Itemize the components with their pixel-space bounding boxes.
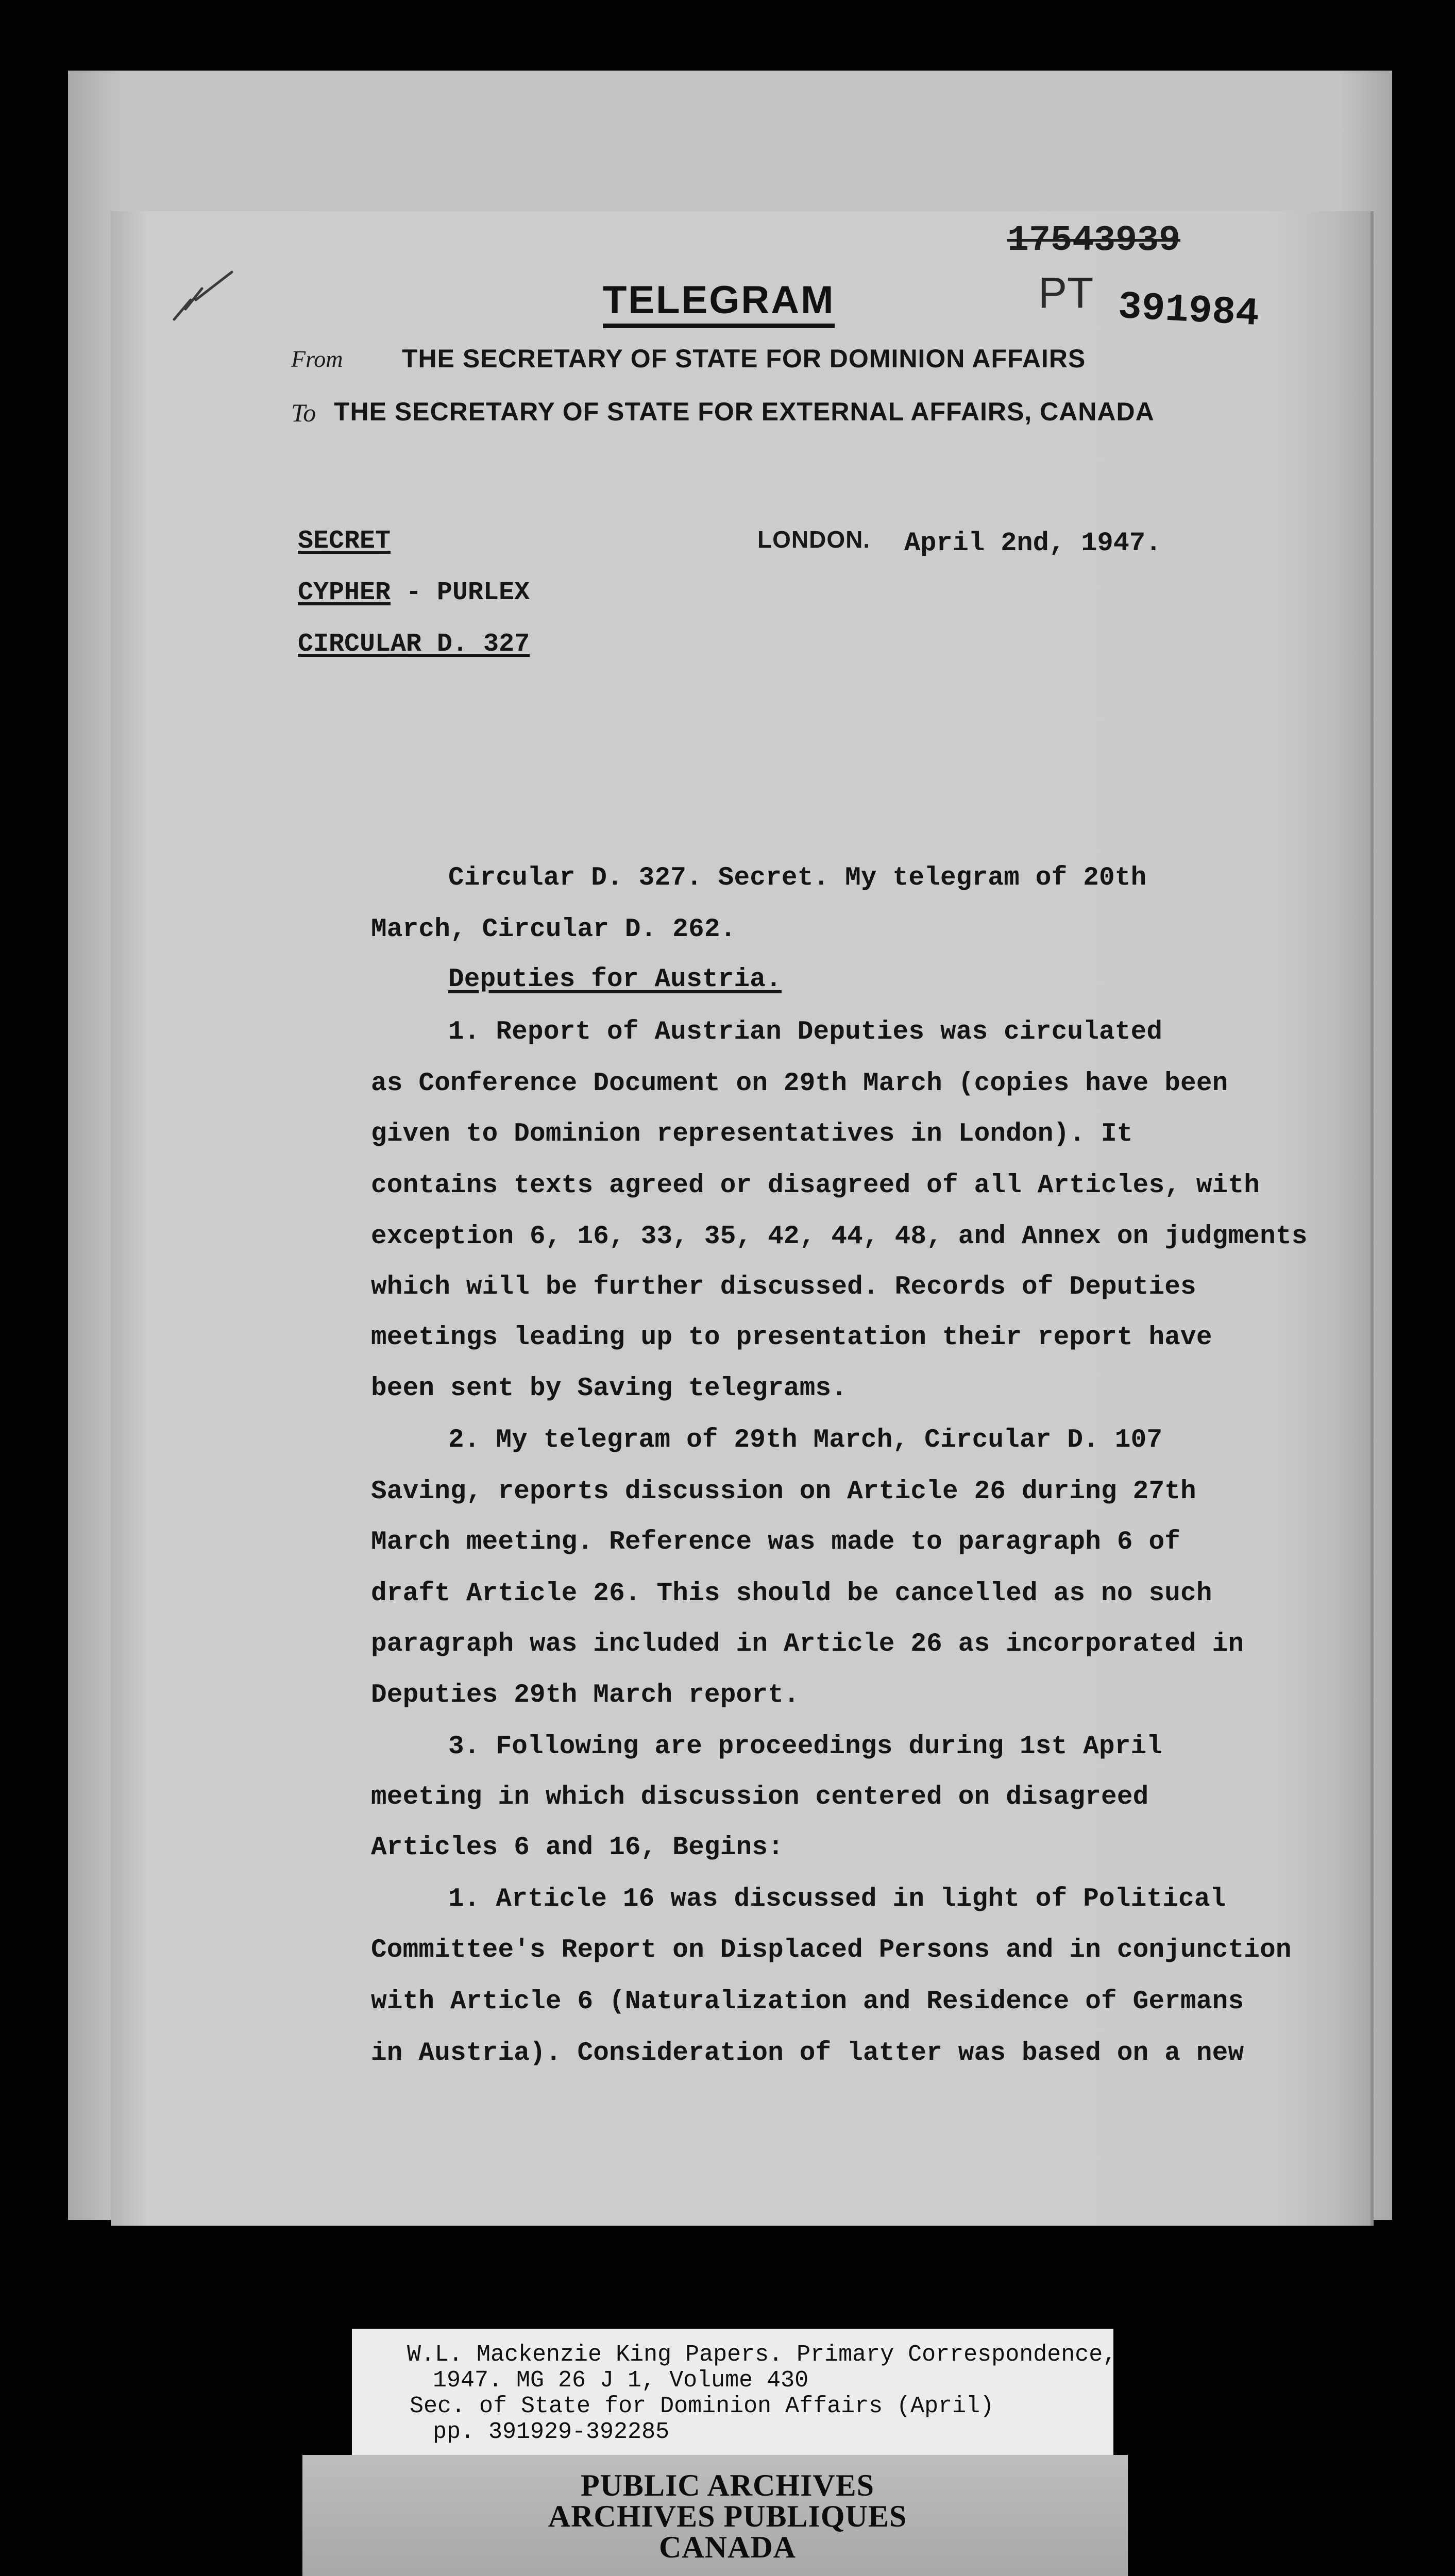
circular-label: CIRCULAR D. 327 — [298, 630, 530, 659]
telegram-sheet — [111, 211, 1371, 2226]
body-line: in Austria). Consideration of latter was based on a new — [371, 2039, 1244, 2068]
archive-stamp-line: CANADA — [659, 2530, 796, 2564]
date-label: April 2nd, 1947. — [904, 528, 1162, 558]
classification-label: SECRET — [298, 527, 391, 556]
archive-label-line: pp. 391929-392285 — [433, 2419, 670, 2445]
body-line: 1. Article 16 was discussed in light of Political — [448, 1885, 1226, 1914]
body-line: 1. Report of Austrian Deputies was circulated — [448, 1018, 1163, 1047]
body-line: which will be further discussed. Records of Deputies — [371, 1273, 1196, 1302]
archive-stamp-line: ARCHIVES PUBLIQUES — [548, 2499, 907, 2533]
archive-stamp-line: PUBLIC ARCHIVES — [580, 2468, 875, 2502]
from-label: From — [291, 346, 343, 372]
body-line: 3. Following are proceedings during 1st April — [448, 1732, 1163, 1761]
place-label: LONDON. — [757, 526, 871, 553]
pencil-tick-mark — [170, 268, 237, 325]
body-line: Deputies 29th March report. — [371, 1681, 800, 1710]
struck-document-number: 17543939 — [1007, 221, 1181, 261]
body-line: March meeting. Reference was made to paragraph 6 of — [371, 1528, 1181, 1557]
to-value: THE SECRETARY OF STATE FOR EXTERNAL AFFAIRS, CANADA — [334, 397, 1155, 426]
body-line: Saving, reports discussion on Article 26 during 27th — [371, 1477, 1196, 1506]
cypher-suffix: - PURLEX — [391, 578, 530, 607]
archive-label-line: 1947. MG 26 J 1, Volume 430 — [433, 2367, 809, 2394]
body-line: exception 6, 16, 33, 35, 42, 44, 48, and Annex on judgments — [371, 1222, 1308, 1251]
body-line: meetings leading up to presentation their report have — [371, 1323, 1212, 1352]
body-line: Committee's Report on Displaced Persons and in conjunction — [371, 1936, 1292, 1965]
body-line: 2. My telegram of 29th March, Circular D. 107 — [448, 1426, 1163, 1455]
section-heading: Deputies for Austria. — [448, 965, 782, 994]
body-line: paragraph was included in Article 26 as incorporated in — [371, 1630, 1244, 1659]
archive-label-line: Sec. of State for Dominion Affairs (April) — [410, 2393, 994, 2419]
document-number-prefix: PT — [1038, 268, 1094, 317]
body-line: with Article 6 (Naturalization and Residence of Germans — [371, 1987, 1244, 2016]
body-line: contains texts agreed or disagreed of all Articles, with — [371, 1171, 1260, 1200]
cypher-line — [298, 578, 530, 607]
telegram-title: TELEGRAM — [603, 278, 835, 328]
body-line: draft Article 26. This should be cancelled as no such — [371, 1579, 1212, 1608]
archive-label-line: W.L. Mackenzie King Papers. Primary Correspondence, — [407, 2342, 1117, 2368]
body-line: March, Circular D. 262. — [371, 915, 736, 944]
body-line: given to Dominion representatives in London). It — [371, 1120, 1133, 1149]
from-value: THE SECRETARY OF STATE FOR DOMINION AFFAIRS — [402, 344, 1086, 373]
body-line: as Conference Document on 29th March (copies have been — [371, 1069, 1228, 1098]
document-number: 391984 — [1116, 284, 1260, 337]
body-line: Circular D. 327. Secret. My telegram of 20th — [448, 863, 1147, 893]
body-line: meeting in which discussion centered on disagreed — [371, 1783, 1149, 1812]
to-label: To — [291, 398, 316, 427]
body-line: been sent by Saving telegrams. — [371, 1374, 848, 1403]
body-line: Articles 6 and 16, Begins: — [371, 1833, 784, 1862]
cypher-label: CYPHER — [298, 578, 391, 607]
